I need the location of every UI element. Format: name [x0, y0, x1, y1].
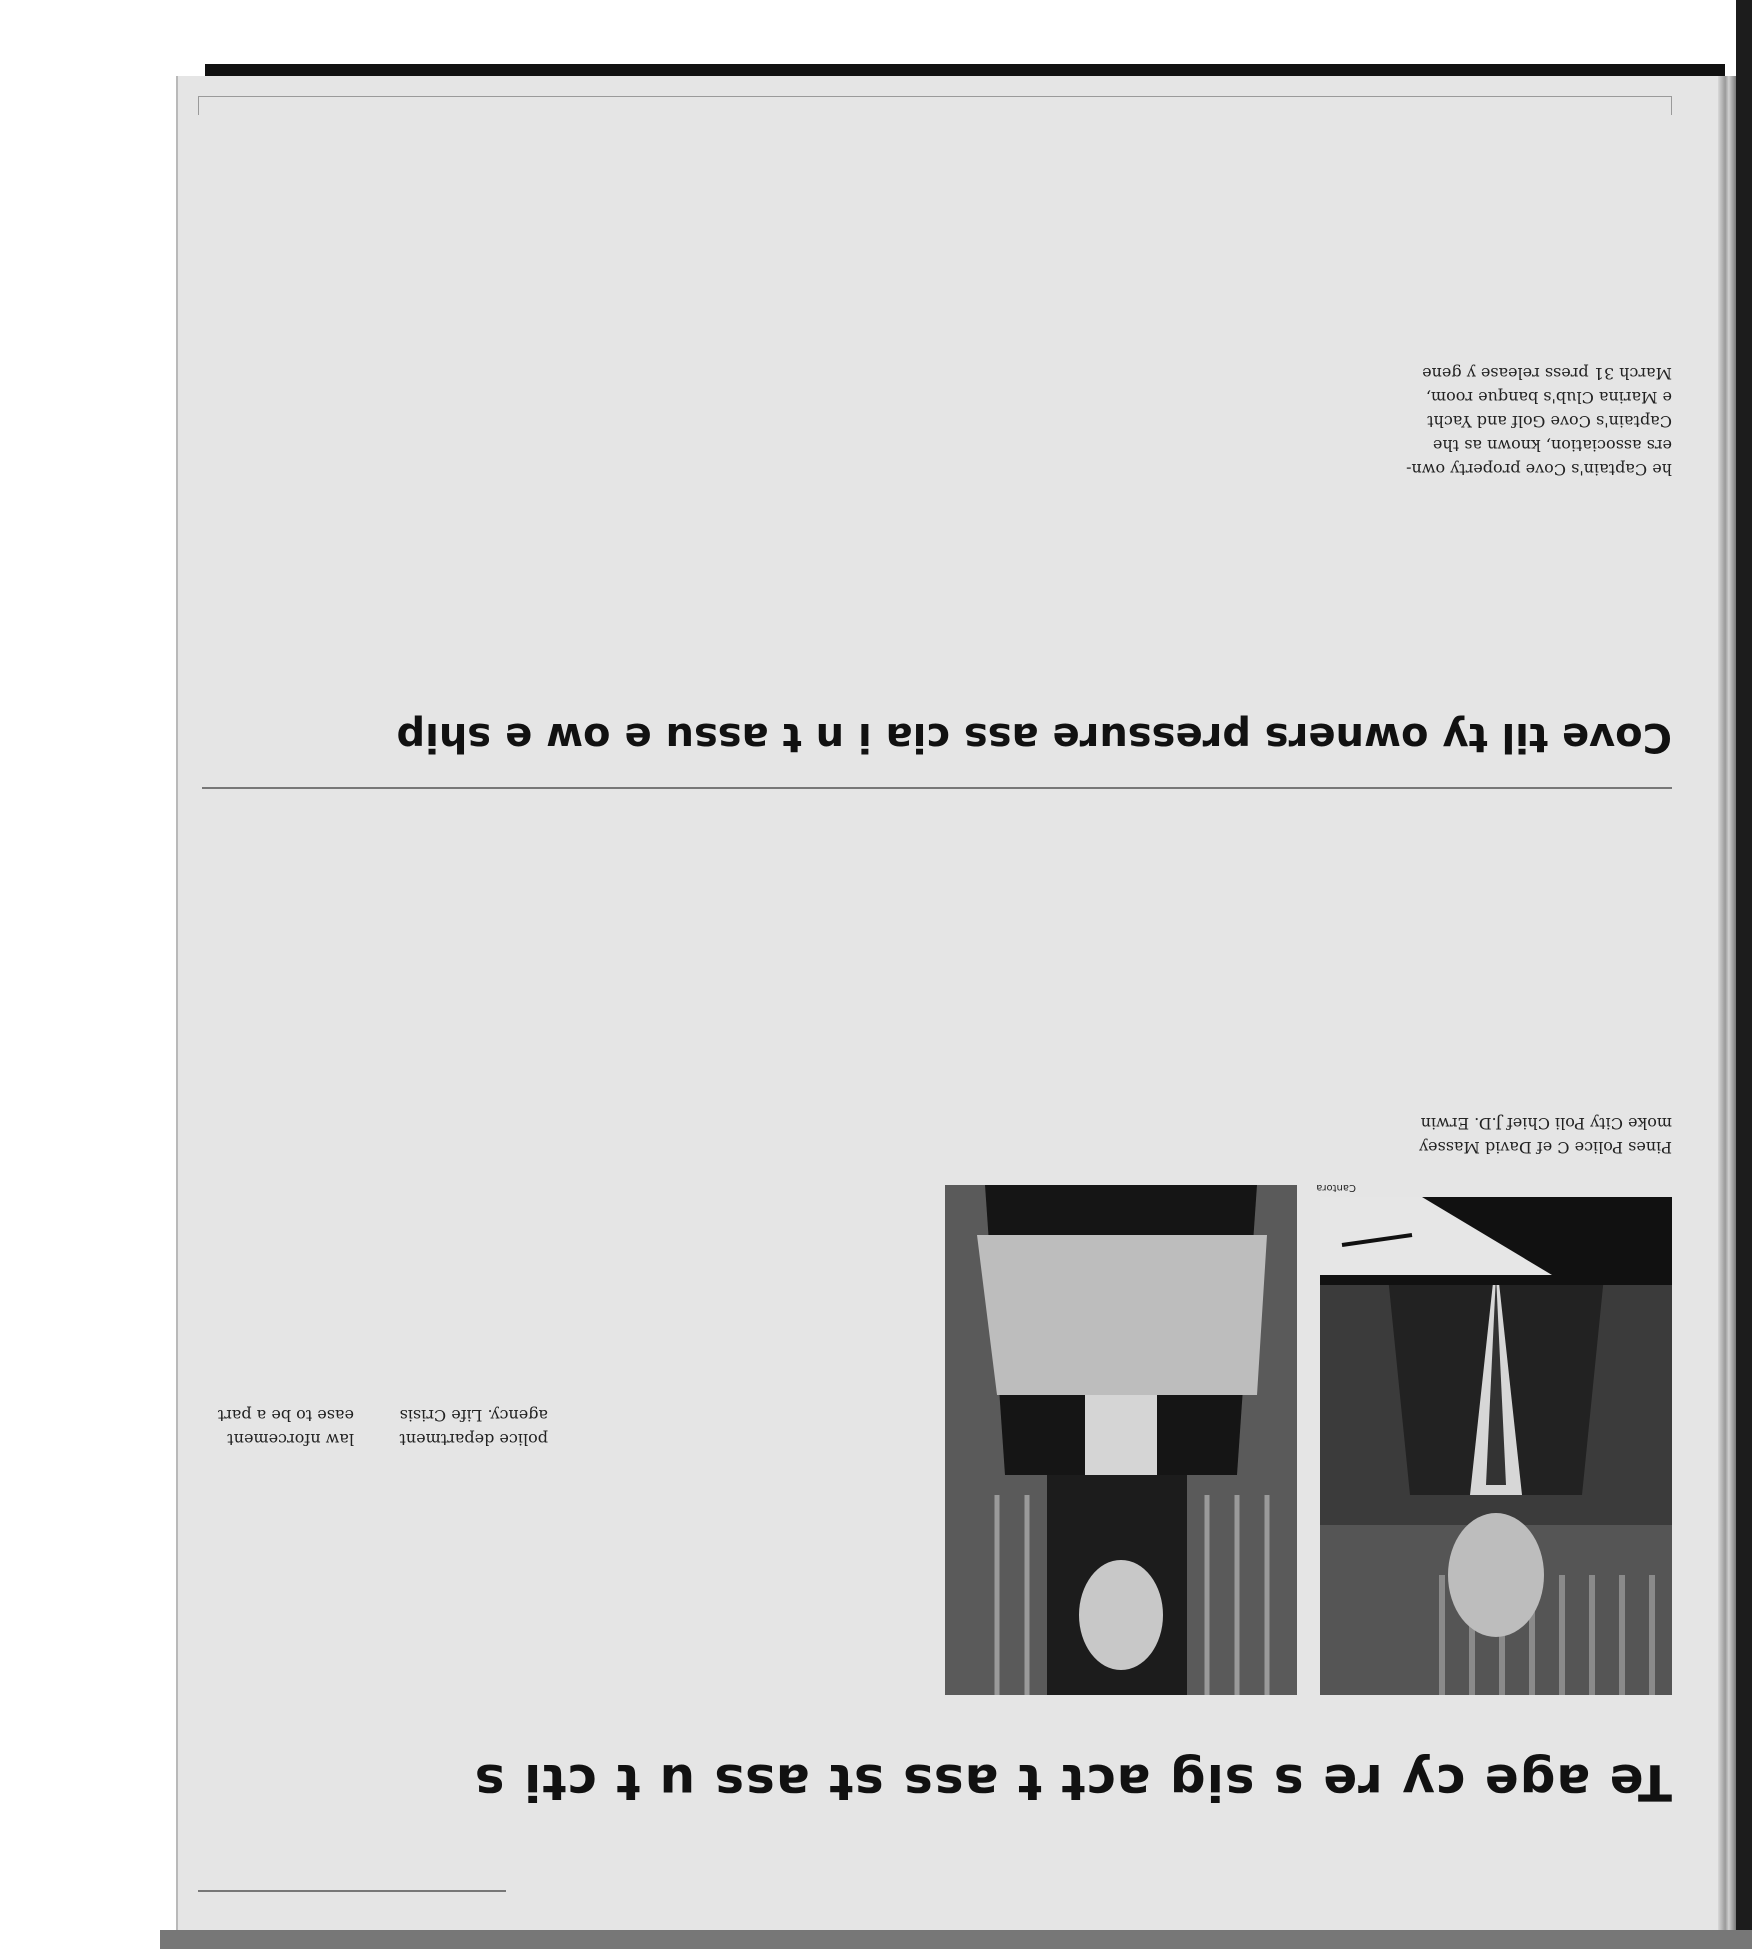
story1-col-mid-a [399, 1403, 548, 1451]
text-line: police department [399, 1430, 548, 1449]
text-line: he Captain's Cove property own- [1406, 460, 1672, 479]
top-rule [198, 1890, 506, 1892]
headline-cove-owners: Cove til ty owners pressure ass cia i n t assu e ow e ship [396, 714, 1672, 760]
caption-line: Pines Police C ef David Massey [1419, 1138, 1672, 1157]
photo-credit: Cantora [1316, 1182, 1356, 1193]
headline-agencies: Te age cy re s sig act t ass st ass u t cti s [473, 1753, 1672, 1811]
story1-col-mid-b [218, 1403, 354, 1451]
text-line: ers association, known as the [1432, 436, 1672, 455]
text-line: Captain's Cove Golf and Yacht [1427, 412, 1672, 431]
caption-line: moke City Poli Chief J.D. Erwin [1420, 1114, 1672, 1133]
photo-caption [1419, 1111, 1672, 1159]
text-line: law nforcement [227, 1430, 354, 1449]
text-line: agency. Life Crisis [399, 1406, 548, 1425]
photo-woman-reading [945, 1185, 1297, 1695]
text-line: ease to be a part [217, 1406, 354, 1425]
text-line: March 31 press release y gene [1422, 364, 1672, 383]
photo-man-signing [1320, 1197, 1672, 1695]
section-rule [202, 787, 1672, 789]
story2-col [1406, 361, 1672, 481]
clipping-frame [198, 96, 1672, 115]
text-line: e Marina Club's banque room, [1425, 388, 1672, 407]
